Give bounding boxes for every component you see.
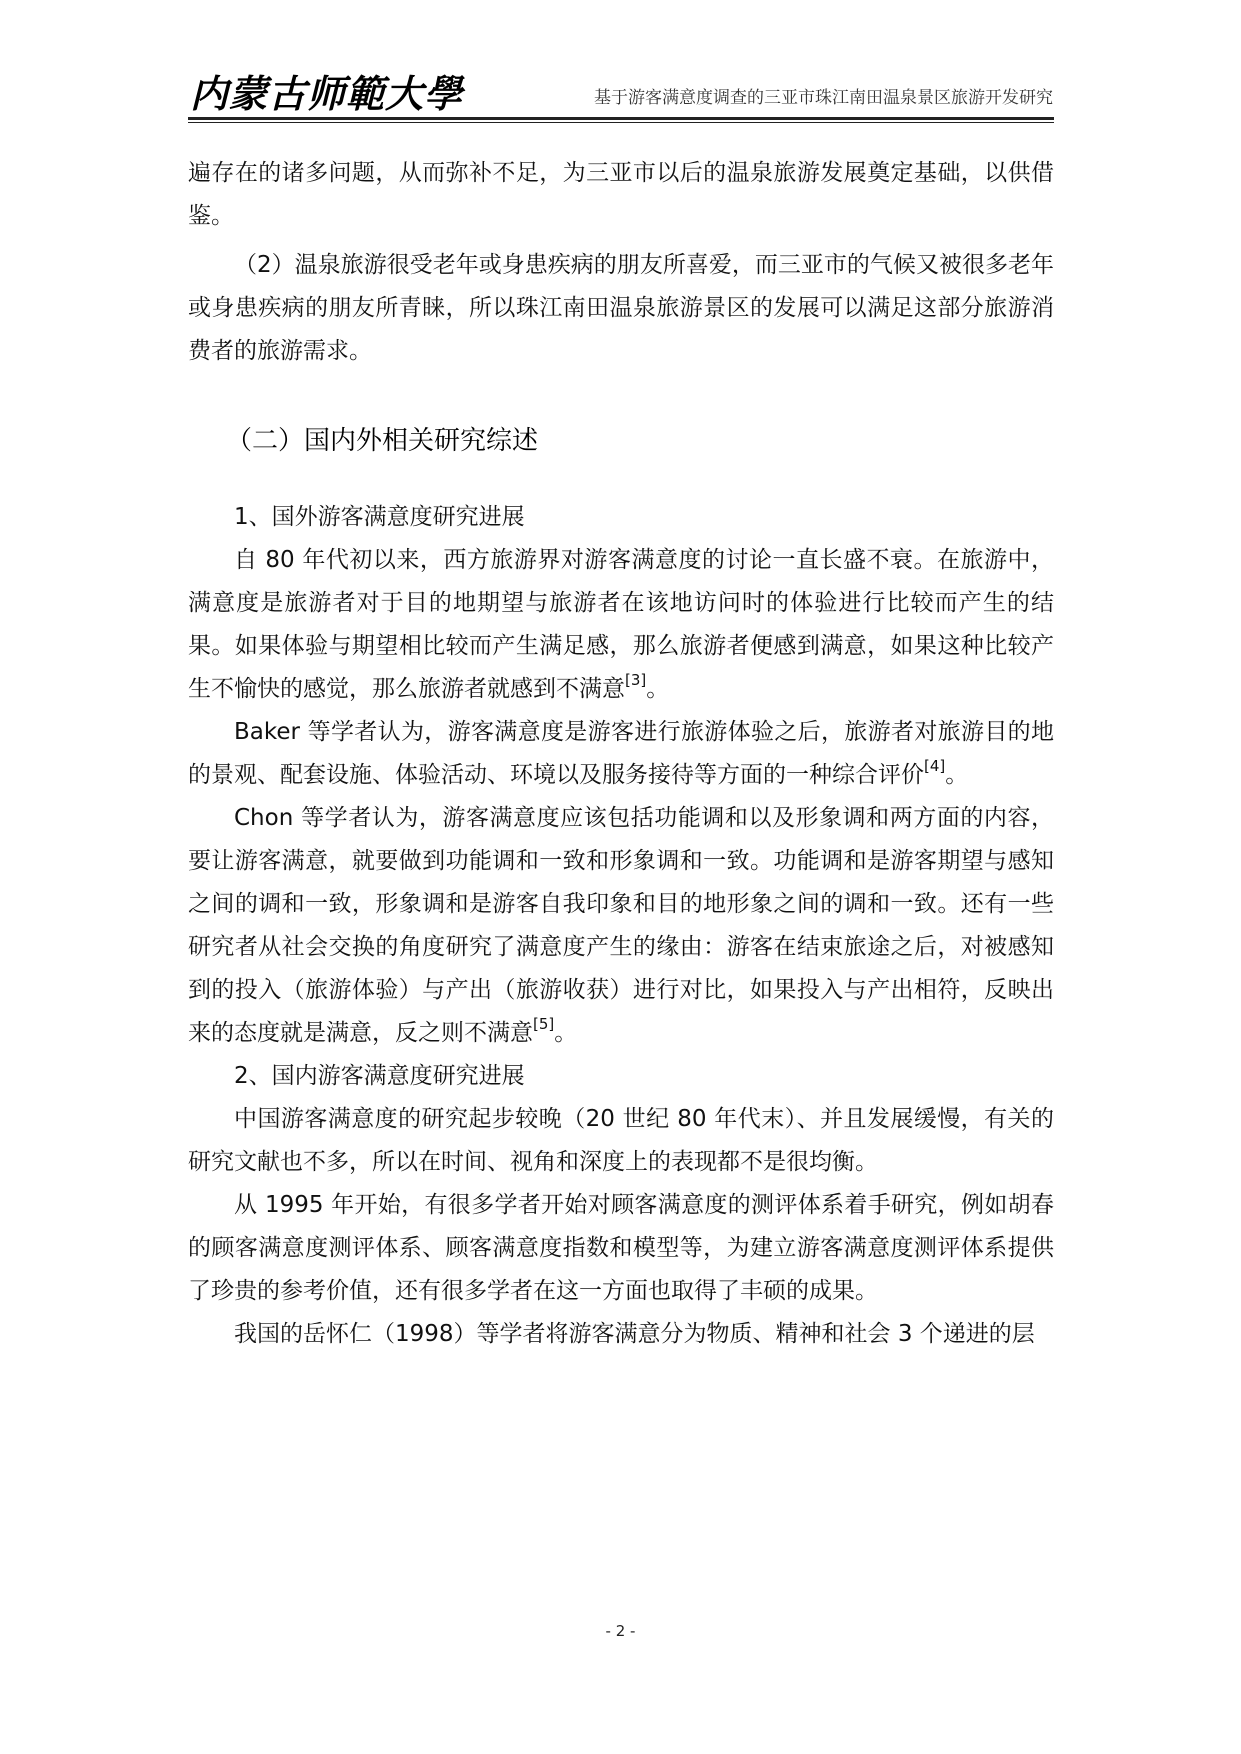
university-logo: 内蒙古师範大學	[190, 71, 464, 116]
subheading-foreign: 1、国外游客满意度研究进展	[234, 504, 525, 530]
paragraph-5-end: 。	[554, 1020, 578, 1046]
paragraph-4-text: Baker 等学者认为，游客满意度是游客进行旅游体验之后，旅游者对旅游目的地的景观、配套设施、体验活动、环境以及服务接待等方面的一种综合评价	[188, 719, 1054, 788]
header-title: 基于游客满意度调查的三亚市珠江南田温泉景区旅游开发研究	[594, 88, 1053, 108]
paragraph-3-text: 自 80 年代初以来，西方旅游界对游客满意度的讨论一直长盛不衰。在旅游中，满意度是旅游者对于目的地期望与旅游者在该地访问时的体验进行比较而产生的结果。如果体验与期望相比较而产生满足感，那么旅游者便感到满意，如果这种比较产生不愉快的感觉，那么旅游者就感到不满意	[188, 547, 1054, 702]
header-rule-thin	[188, 122, 1054, 123]
paragraph-7: 从 1995 年开始，有很多学者开始对顾客满意度的测评体系着手研究，例如胡春的顾客满意度测评体系、顾客满意度指数和模型等，为建立游客满意度测评体系提供了珍贵的参考价值，还有很多学者在这一方面也取得了丰硕的成果。	[188, 1192, 1054, 1304]
paragraph-4	[188, 711, 1054, 797]
paragraph-5-text: Chon 等学者认为，游客满意度应该包括功能调和以及形象调和两方面的内容，要让游客满意，就要做到功能调和一致和形象调和一致。功能调和是游客期望与感知之间的调和一致，形象调和是游客自我印象和目的地形象之间的调和一致。还有一些研究者从社会交换的角度研究了满意度产生的缘由：游客在结束旅途之后，对被感知到的投入（旅游体验）与产出（旅游收获）进行对比，如果投入与产出相符，反映出来的态度就是满意，反之则不满意	[188, 805, 1054, 1046]
citation-5: [5]	[533, 1015, 555, 1033]
page-number: - 2 -	[605, 1622, 636, 1640]
paragraph-1: 遍存在的诸多问题，从而弥补不足，为三亚市以后的温泉旅游发展奠定基础，以供借鉴。	[188, 160, 1054, 229]
section-heading: （二）国内外相关研究综述	[226, 426, 539, 456]
body-text	[188, 152, 1054, 1356]
citation-3: [3]	[625, 671, 647, 689]
header-rule	[188, 117, 1054, 120]
paragraph-4-end: 。	[945, 762, 969, 788]
paragraph-8: 我国的岳怀仁（1998）等学者将游客满意分为物质、精神和社会 3 个递进的层	[234, 1321, 1035, 1347]
paragraph-5	[188, 797, 1054, 1055]
paragraph-6: 中国游客满意度的研究起步较晚（20 世纪 80 年代末）、并且发展缓慢，有关的研究文献也不多，所以在时间、视角和深度上的表现都不是很均衡。	[188, 1106, 1054, 1175]
paragraph-3	[188, 539, 1054, 711]
paragraph-3-end: 。	[646, 676, 670, 702]
paragraph-2: （2）温泉旅游很受老年或身患疾病的朋友所喜爱，而三亚市的气候又被很多老年或身患疾病的朋友所青睐，所以珠江南田温泉旅游景区的发展可以满足这部分旅游消费者的旅游需求。	[188, 252, 1054, 364]
subheading-domestic: 2、国内游客满意度研究进展	[234, 1063, 525, 1089]
citation-4: [4]	[924, 757, 946, 775]
